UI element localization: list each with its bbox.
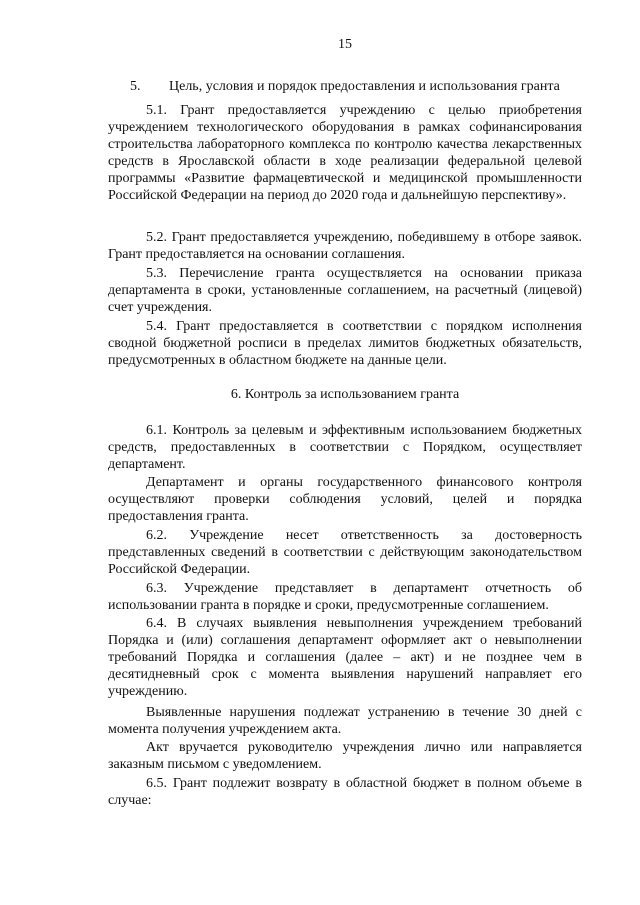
paragraph-5-1: 5.1. Грант предоставляется учреждению с целью приобретения учреждением технологического оборудования в рамках софинансирования строительства лабораторного комплекса по контролю качества лекарственных средств в Ярославской области в ходе реализации федеральной целевой программы «Развитие фармацевтической и медицинской промышленности Российской Федерации на период до 2020 года и дальнейшую перспективу». [108, 103, 582, 203]
paragraph-6-1-cont: Департамент и органы государственного финансового контроля осуществляют проверки соблюдения условий, целей и порядка предоставления гранта. [108, 475, 582, 524]
section-6-heading: 6. Контроль за использованием гранта [230, 387, 460, 402]
paragraph-5-3: 5.3. Перечисление гранта осуществляется на основании приказа департамента в сроки, установленные соглашением, на расчетный (лицевой) счет учреждения. [108, 266, 582, 315]
paragraph-6-2: 6.2. Учреждение несет ответственность за достоверность представленных сведений в соответствии с действующим законодательством Российской Федерации. [108, 528, 582, 577]
paragraph-6-4: 6.4. В случаях выявления невыполнения учреждением требований Порядка и (или) соглашения департамент оформляет акт о невыполнении требований Порядка и соглашения (далее – акт) и не позднее чем в десятидневный срок с момента выявления нарушений направляет его учреждению. [108, 616, 582, 699]
section-5-number: 5. [130, 79, 141, 94]
paragraph-6-5: 6.5. Грант подлежит возврату в областной бюджет в полном объеме в случае: [108, 776, 582, 808]
paragraph-5-4: 5.4. Грант предоставляется в соответствии с порядком исполнения сводной бюджетной росписи в пределах лимитов бюджетных обязательств, предусмотренных в областном бюджете на данные цели. [108, 319, 582, 368]
section-5-title: Цель, условия и порядок предоставления и использования гранта [169, 79, 560, 94]
paragraph-6-3: 6.3. Учреждение представляет в департамент отчетность об использовании гранта в порядке и сроки, предусмотренные соглашением. [108, 581, 582, 613]
paragraph-6-4-violations: Выявленные нарушения подлежат устранению в течение 30 дней с момента получения учреждением акта. [108, 705, 582, 737]
paragraph-5-2: 5.2. Грант предоставляется учреждению, победившему в отборе заявок. Грант предоставляется на основании соглашения. [108, 230, 582, 262]
paragraph-6-1: 6.1. Контроль за целевым и эффективным использованием бюджетных средств, предоставленных в соответствии с Порядком, осуществляет департамент. [108, 423, 582, 472]
paragraph-6-4-act: Акт вручается руководителю учреждения лично или направляется заказным письмом с уведомлением. [108, 740, 582, 772]
page-number: 15 [338, 37, 352, 52]
